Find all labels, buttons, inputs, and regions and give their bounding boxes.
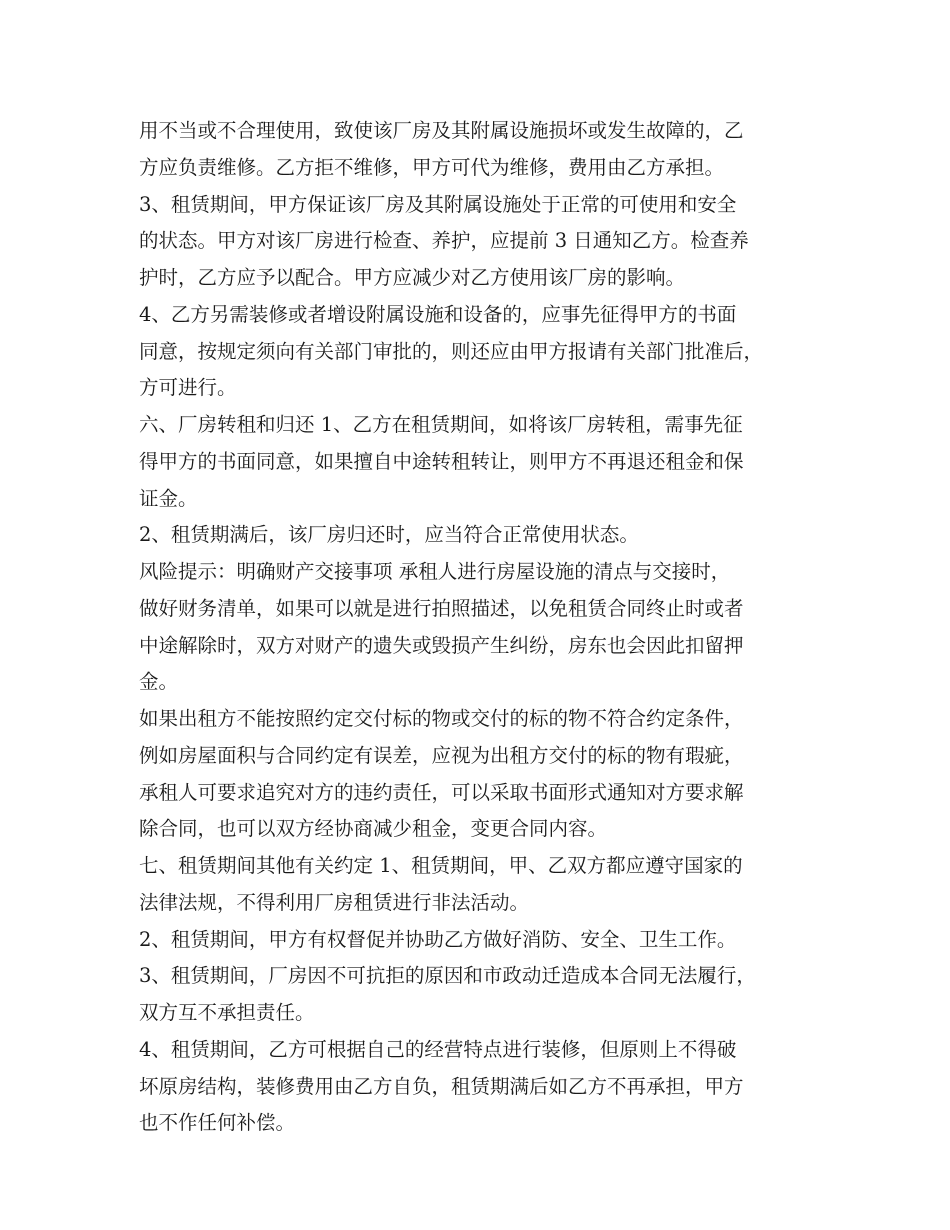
text-line: 双方互不承担责任。 xyxy=(139,1001,315,1024)
text-line: 方可进行。 xyxy=(139,376,237,400)
text-line: 4、租赁期间，乙方可根据自己的经营特点进行装修，但原则上不得破 xyxy=(139,1037,737,1061)
text-line: 如果出租方不能按照约定交付标的物或交付的标的物不符合约定条件， xyxy=(139,707,744,730)
text-line: 得甲方的书面同意，如果擅自中途转租转让，则甲方不再退还租金和保 xyxy=(139,449,744,473)
text-line: 也不作任何补偿。 xyxy=(139,1111,296,1135)
text-line: 护时，乙方应予以配合。甲方应减少对乙方使用该厂房的影响。 xyxy=(139,266,686,289)
text-line: 同意，按规定须向有关部门审批的，则还应由甲方报请有关部门批准后， xyxy=(139,339,764,363)
text-line: 2、租赁期间，甲方有权督促并协助乙方做好消防、安全、卫生工作。 xyxy=(139,927,737,951)
text-line: 的状态。甲方对该厂房进行检查、养护，应提前 3 日通知乙方。检查养 xyxy=(139,229,749,253)
text-line: 方应负责维修。乙方拒不维修，甲方可代为维修，费用由乙方承担。 xyxy=(139,155,725,179)
text-line: 证金。 xyxy=(139,486,198,510)
text-line: 例如房屋面积与合同约定有误差，应视为出租方交付的标的物有瑕疵， xyxy=(139,743,744,767)
text-line: 七、租赁期间其他有关约定 1、租赁期间，甲、乙双方都应遵守国家的 xyxy=(139,854,743,877)
document-body xyxy=(139,113,819,1142)
text-line: 六、厂房转租和归还 1、乙方在租赁期间，如将该厂房转租，需事先征 xyxy=(139,413,743,436)
text-line: 3、租赁期间，甲方保证该厂房及其附属设施处于正常的可使用和安全 xyxy=(139,192,737,216)
text-line: 除合同，也可以双方经协商减少租金，变更合同内容。 xyxy=(139,817,608,841)
text-line: 做好财务清单，如果可以就是进行拍照描述，以免租赁合同终止时或者 xyxy=(139,596,744,620)
text-line: 3、租赁期间，厂房因不可抗拒的原因和市政动迁造成本合同无法履行， xyxy=(139,964,756,988)
text-line: 中途解除时，双方对财产的遗失或毁损产生纠纷，房东也会因此扣留押 xyxy=(139,633,744,657)
text-line: 坏原房结构，装修费用由乙方自负，租赁期满后如乙方不再承担，甲方 xyxy=(139,1074,744,1098)
text-line: 承租人可要求追究对方的违约责任，可以采取书面形式通知对方要求解 xyxy=(139,780,744,804)
text-line: 风险提示：明确财产交接事项 承租人进行房屋设施的清点与交接时， xyxy=(139,560,731,583)
text-line: 用不当或不合理使用，致使该厂房及其附属设施损坏或发生故障的，乙 xyxy=(139,119,744,142)
text-line: 金。 xyxy=(139,670,179,694)
text-line: 法律法规，不得利用厂房租赁进行非法活动。 xyxy=(139,890,530,914)
text-line: 4、乙方另需装修或者增设附属设施和设备的，应事先征得甲方的书面 xyxy=(139,302,737,326)
text-line: 2、租赁期满后，该厂房归还时，应当符合正常使用状态。 xyxy=(139,523,639,547)
